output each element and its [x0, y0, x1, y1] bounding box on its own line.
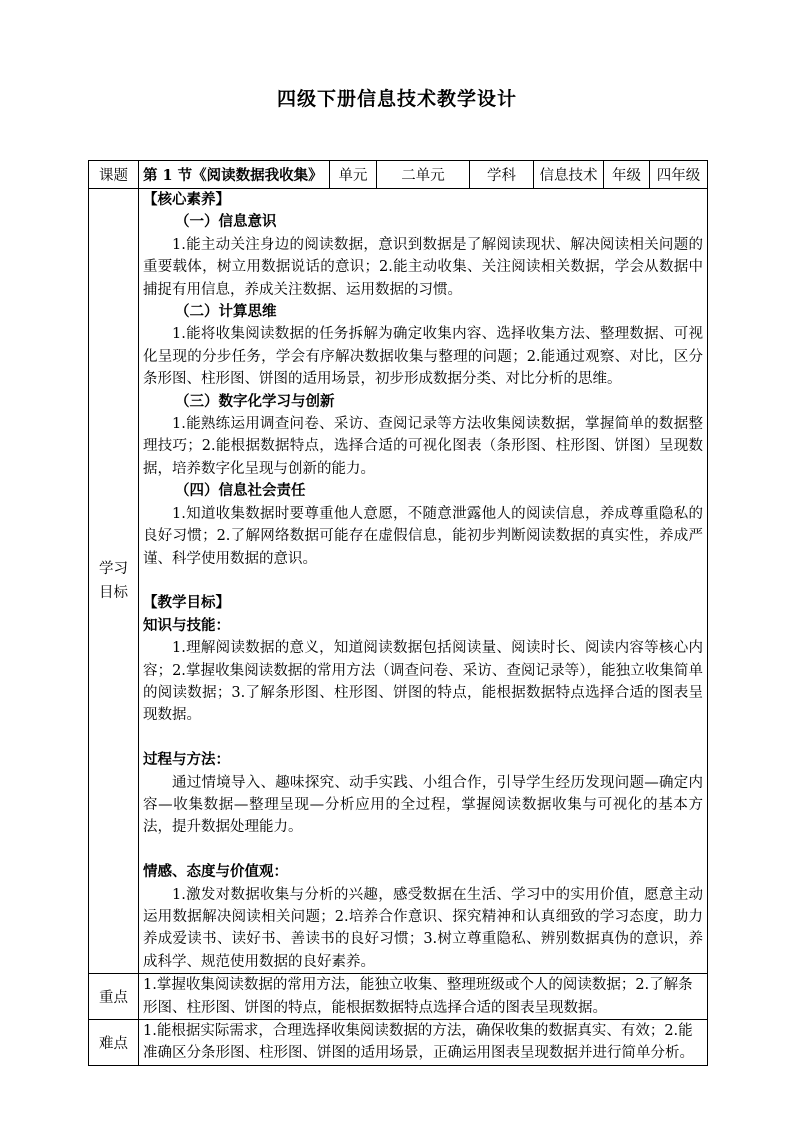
lesson-name: 第 1 节《阅读数据我收集》 — [139, 161, 330, 189]
core-section-4-title: （四）信息社会责任 — [175, 482, 306, 500]
objectives-label-line-2: 目标 — [99, 585, 128, 602]
difficult-points-text: 1.能根据实际需求，合理选择收集阅读数据的方法，确保收集的数据真实、有效；2.能准确区分条形图、柱形图、饼图的适用场景，正确运用图表呈现数据并进行简单分析。 — [139, 1019, 708, 1065]
grade-label: 年级 — [604, 161, 650, 189]
core-section-1-title: （一）信息意识 — [175, 213, 277, 231]
objectives-content — [139, 189, 708, 974]
key-points-text: 1.掌握收集阅读数据的常用方法，能独立收集、整理班级或个人的阅读数据；2.了解条形图、柱形图、饼图的特点，能根据数据特点选择合适的图表呈现数据。 — [139, 974, 708, 1020]
unit-value: 二单元 — [377, 161, 470, 189]
process-text: 通过情境导入、趣味探究、动手实践、小组合作，引导学生经历发现问题—确定内容—收集数据—整理呈现—分析应用的全过程，掌握阅读数据收集与可视化的基本方法，提升数据处理能力。 — [143, 774, 703, 836]
page-title: 四级下册信息技术教学设计 — [276, 88, 517, 110]
attitude-title: 情感、态度与价值观： — [143, 863, 288, 881]
objectives-label — [89, 189, 139, 974]
subject-label: 学科 — [470, 161, 534, 189]
unit-label: 单元 — [330, 161, 377, 189]
key-points-label: 重点 — [89, 974, 139, 1020]
spacer — [143, 570, 703, 592]
difficult-points-label: 难点 — [89, 1019, 139, 1065]
objectives-label-line-1: 学习 — [99, 561, 128, 578]
core-heading: 【核心素养】 — [143, 191, 230, 208]
lesson-label: 课题 — [89, 161, 139, 189]
core-section-3-text: 1.能熟练运用调查问卷、采访、查阅记录等方法收集阅读数据，掌握简单的数据整理技巧；2.能根据数据特点，选择合适的可视化图表（条形图、柱形图、饼图）呈现数据，培养数字化呈现与创新的能力。 — [143, 416, 703, 477]
core-section-4-text: 1.知道收集数据时要尊重他人意愿，不随意泄露他人的阅读信息，养成尊重隐私的良好习惯；2.了解网络数据可能存在虚假信息，能初步判断阅读数据的真实性，养成严谨、科学使用数据的意识。 — [143, 505, 703, 567]
spacer — [143, 839, 703, 861]
grade-value: 四年级 — [650, 161, 708, 189]
subject-value: 信息技术 — [534, 161, 604, 189]
core-section-3-title: （三）数字化学习与创新 — [175, 392, 335, 410]
spacer — [143, 727, 703, 749]
attitude-text: 1.激发对数据收集与分析的兴趣，感受数据在生活、学习中的实用价值，愿意主动运用数据解决阅读相关问题；2.培养合作意识、探究精神和认真细致的学习态度，助力养成爱读书、读好书、善读书的良好习惯；3.树立尊重隐私、辨别数据真伪的意识，养成科学、规范使用数据的良好素养。 — [143, 886, 703, 970]
header-row — [89, 161, 708, 189]
key-points-row — [89, 974, 708, 1020]
core-section-2-title: （二）计算思维 — [175, 303, 277, 321]
teaching-heading: 【教学目标】 — [143, 594, 230, 612]
core-section-2-text: 1.能将收集阅读数据的任务拆解为确定收集内容、选择收集方法、整理数据、可视化呈现的分步任务，学会有序解决数据收集与整理的问题；2.能通过观察、对比，区分条形图、柱形图、饼图的适用场景，初步形成数据分类、对比分析的思维。 — [143, 326, 703, 388]
core-section-1-text: 1.能主动关注身边的阅读数据，意识到数据是了解阅读现状、解决阅读相关问题的重要载体，树立用数据说话的意识；2.能主动收集、关注阅读相关数据，学会从数据中捕捉有用信息，养成关注数据、运用数据的习惯。 — [143, 236, 703, 298]
objectives-row — [89, 189, 708, 974]
lesson-plan-table — [88, 160, 708, 1066]
knowledge-text: 1.理解阅读数据的意义，知道阅读数据包括阅读量、阅读时长、阅读内容等核心内容；2.掌握收集阅读数据的常用方法（调查问卷、采访、查阅记录等），能独立收集简单的阅读数据；3.了解条形图、柱形图、饼图的特点，能根据数据特点选择合适的图表呈现数据。 — [143, 640, 703, 724]
process-title: 过程与方法： — [143, 751, 230, 769]
knowledge-title: 知识与技能： — [143, 616, 230, 634]
difficult-points-row — [89, 1019, 708, 1065]
